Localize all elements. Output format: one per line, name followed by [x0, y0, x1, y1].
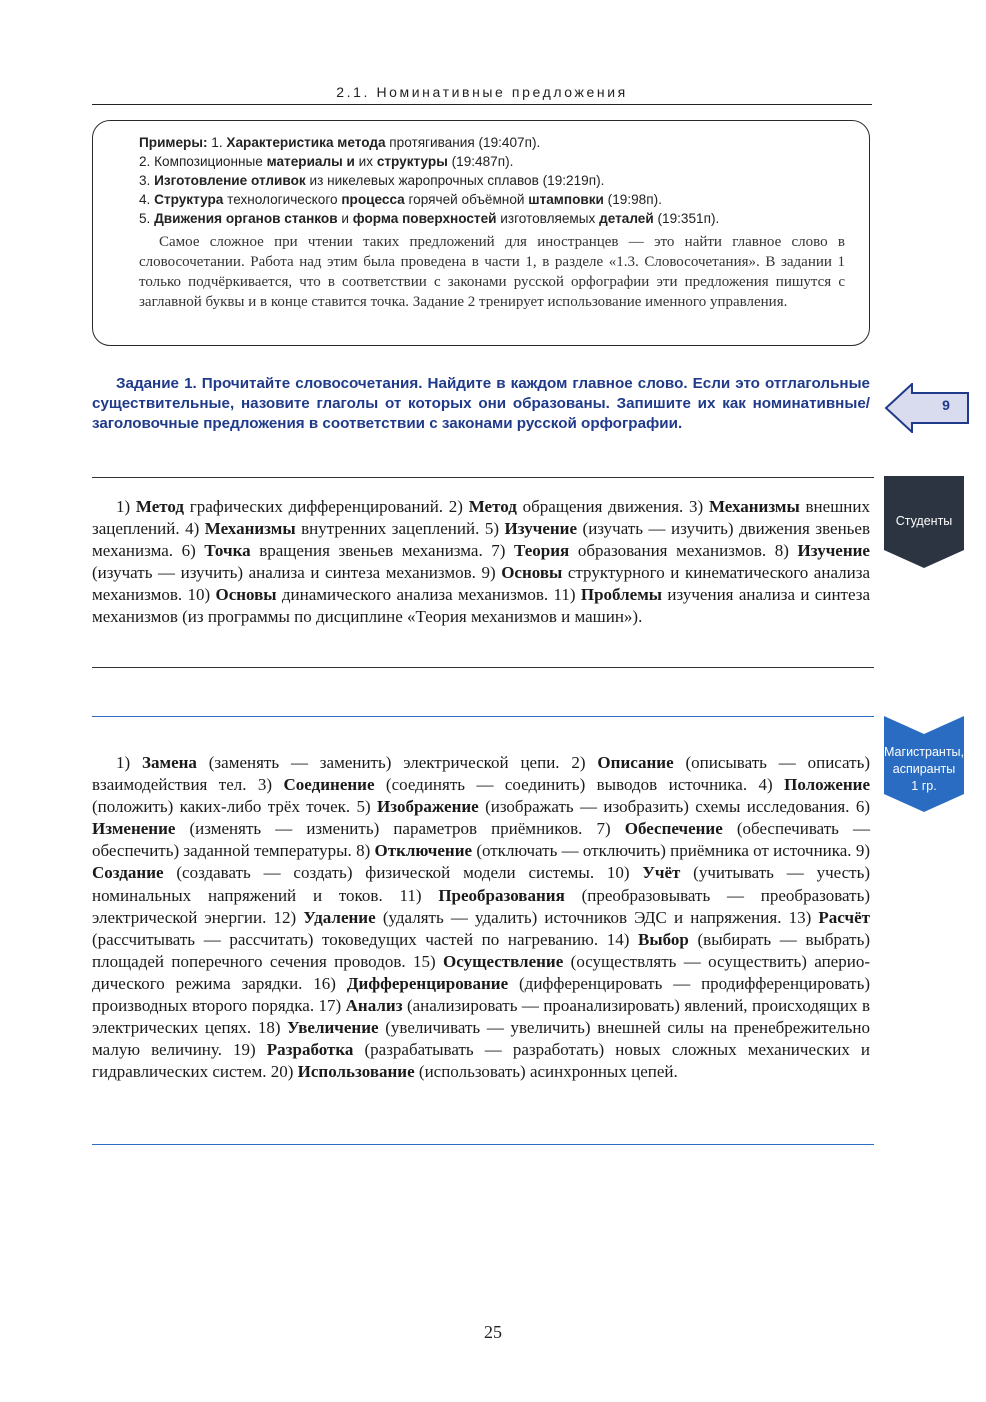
text-run: из никелевых жаропрочных сплавов (19:219п). [305, 173, 605, 188]
task-badge [884, 383, 970, 433]
section-divider-bottom [92, 1144, 874, 1145]
example-line [139, 190, 845, 209]
text-run: графических дифференцирований. 2) [184, 497, 469, 516]
text-run: (обеспечивать — обеспечить) заданной температуры. 8) [92, 819, 871, 861]
keyword: форма поверхностей [352, 211, 497, 226]
keyword: Создание [92, 863, 164, 883]
text-run: (изучать — изучить) движения звеньев механизма. 6) [92, 519, 870, 561]
text-run: (соединять — соединить) выводов источника. 4) [374, 775, 785, 795]
text-run: (изучать — изучить) анализа и синтеза механизмов. 9) [92, 563, 502, 583]
keyword: Характеристика метода [226, 135, 386, 150]
text-run: (анализировать — проанализировать) явлений, происходящих в электрических цепях. 18) [92, 996, 870, 1038]
task-badge-number: 9 [942, 397, 950, 413]
keyword: штамповки [528, 192, 604, 207]
section-divider-top [92, 477, 874, 478]
tab-students [884, 476, 964, 568]
text-run: (осуществлять — осуществить) апериодического режима зарядки. 16) [92, 951, 870, 993]
keyword: Изображение [377, 797, 479, 817]
text-run: 5. [139, 211, 155, 226]
keyword: Выбор [638, 929, 689, 949]
tab-masters [884, 716, 964, 812]
exercise-students [92, 496, 870, 629]
keyword: Механизмы [204, 519, 296, 539]
keyword: Точка [204, 541, 251, 561]
keyword: Основы [501, 563, 563, 583]
task-1-instruction: Задание 1. Прочитайте словосочетания. Найдите в каждом главное слово. Если это отглагольные существительные, назовите глаголы от которых они образованы. Запишите их как номинативные/заголовочные предложения в соответствии с законами русской орфографии. [92, 375, 870, 432]
text-run: 4. [139, 192, 155, 207]
text-run: (отключать — отключить) приёмника от источника. 9) [472, 841, 870, 861]
text-run: 2. Композиционные [139, 154, 267, 169]
text-run: (удалять — удалить) источников ЭДС и напряжения. 13) [375, 907, 819, 927]
examples-list [139, 133, 845, 228]
text-run: (увеличивать — увеличить) внешней силы на пренебрежительно малую величину. 19) [92, 1018, 870, 1060]
keyword: Обеспечение [624, 819, 723, 839]
text-run: 1. [207, 135, 227, 150]
running-head: 2.1. Номинативные предложения [92, 82, 872, 105]
tab-masters-line: 1 гр. [911, 779, 937, 793]
keyword: деталей [599, 211, 654, 226]
text-run: (разрабатывать — разработать) новых сложных механических и гидравлических систем. 20) [92, 1040, 870, 1082]
keyword: Изготовление отливок [154, 173, 306, 188]
text-run: (изображать — изобразить) схемы исследования. 6) [478, 797, 870, 817]
text-run: (заменять — заменить) электрической цепи. 2) [196, 753, 598, 772]
keyword: материалы и [266, 154, 355, 169]
text-run: 3. [139, 173, 155, 188]
keyword: Положение [784, 775, 871, 795]
keyword: Использование [297, 1062, 415, 1082]
text-run: (преобразовывать — преобразовать) электрической энергии. 12) [92, 885, 870, 927]
keyword: Основы [215, 585, 277, 605]
text-run: обращения движения. 3) [516, 497, 709, 516]
tab-masters-line: Магистранты, [884, 745, 965, 759]
page-number: 25 [484, 1322, 502, 1342]
tab-students-label: Студенты [895, 514, 953, 528]
section-divider-bottom [92, 667, 874, 668]
text-run: изучения анализа и синтеза механизмов (из программы по дисциплине «Теория механизмов и машин»). [92, 585, 870, 627]
text-run: их [354, 154, 377, 169]
tab-masters-label [884, 744, 964, 795]
keyword: Отключение [374, 841, 473, 861]
keyword: Расчёт [818, 907, 870, 927]
keyword: Движения органов станков [154, 211, 338, 226]
keyword: Замена [142, 753, 197, 772]
keyword: Изучение [504, 519, 578, 539]
keyword: Метод [468, 497, 517, 516]
keyword: Проблемы [580, 585, 663, 605]
keyword: Осуществление [443, 951, 564, 971]
keyword: структуры [376, 154, 448, 169]
text-run: вращения звеньев механизма. 7) [250, 541, 515, 561]
keyword: Структура [154, 192, 224, 207]
text-run: структурного и кинематического анализа механизмов. 10) [92, 563, 870, 605]
keyword: процесса [341, 192, 405, 207]
keyword: Учёт [642, 863, 681, 883]
text-run: 1) [116, 753, 143, 772]
example-line [139, 209, 845, 228]
text-run: протягивания (19:407п). [385, 135, 541, 150]
keyword: Анализ [345, 996, 403, 1016]
keyword: Примеры: [139, 135, 208, 150]
text-run: (рассчитывать — рассчитать) токоведущих частей по нагреванию. 14) [92, 929, 639, 949]
keyword: Удаление [303, 907, 376, 927]
text-run: (19:351п). [653, 211, 720, 226]
teacher-note: Самое сложное при чтении таких предложений для иностранцев — это найти главное слово в словосочетании. Работа над этим была проведена в части 1, в разделе «1.3. Словосочетания». В задании 1 только подчёркивается, что в соответствии с законами русской орфографии эти предложения пишутся с заглавной буквы и в конце ставится точка. Задание 2 тренирует использование именного управления. [139, 234, 845, 310]
text-run: (дифференцировать — продифференцировать) производных второго порядка. 17) [92, 973, 870, 1016]
keyword: Механизмы [708, 497, 800, 516]
text-run: (положить) каких-либо трёх точек. 5) [92, 797, 378, 817]
text-run: (19:98п). [603, 192, 662, 207]
text-run: (использовать) асинхронных цепей. [414, 1062, 678, 1082]
keyword: Соединение [283, 775, 375, 795]
exercise-masters [92, 752, 870, 1083]
text-run: изготовляемых [496, 211, 600, 226]
keyword: Изменение [92, 819, 176, 839]
keyword: Теория [514, 541, 570, 561]
text-run: (19:487п). [447, 154, 514, 169]
text-run: (описывать — описать) взаимодействия тел. 3) [92, 753, 870, 795]
keyword: Метод [135, 497, 185, 516]
examples-box [92, 120, 870, 346]
text-run: (учитывать — учесть) номинальных напряжений и токов. 11) [92, 863, 870, 905]
text-run: динамического анализа механизмов. 11) [276, 585, 581, 605]
example-line [139, 133, 845, 152]
text-run: и [337, 211, 353, 226]
example-line [139, 152, 845, 171]
keyword: Дифференцирование [346, 973, 509, 993]
text-run: (изменять — изменить) параметров приёмников. 7) [175, 819, 625, 839]
text-run: образования механизмов. 8) [569, 541, 798, 561]
text-run: внутренних зацеплений. 5) [295, 519, 505, 539]
text-run: (создавать — создать) физической модели системы. 10) [163, 863, 643, 883]
section-divider-top [92, 716, 874, 717]
text-run: (выбирать — выбрать) площадей поперечного сечения проводов. 15) [92, 929, 870, 971]
keyword: Изучение [797, 541, 870, 561]
text-run: внешних зацеплений. 4) [92, 497, 870, 539]
keyword: Увеличение [287, 1018, 379, 1038]
example-line [139, 171, 845, 190]
text-run: 1) [116, 497, 136, 516]
tab-masters-line: аспиранты [892, 762, 956, 776]
text-run: технологического [223, 192, 342, 207]
keyword: Описание [597, 753, 674, 772]
keyword: Преобразования [438, 885, 565, 905]
keyword: Разработка [266, 1040, 354, 1060]
text-run: горячей объёмной [404, 192, 529, 207]
